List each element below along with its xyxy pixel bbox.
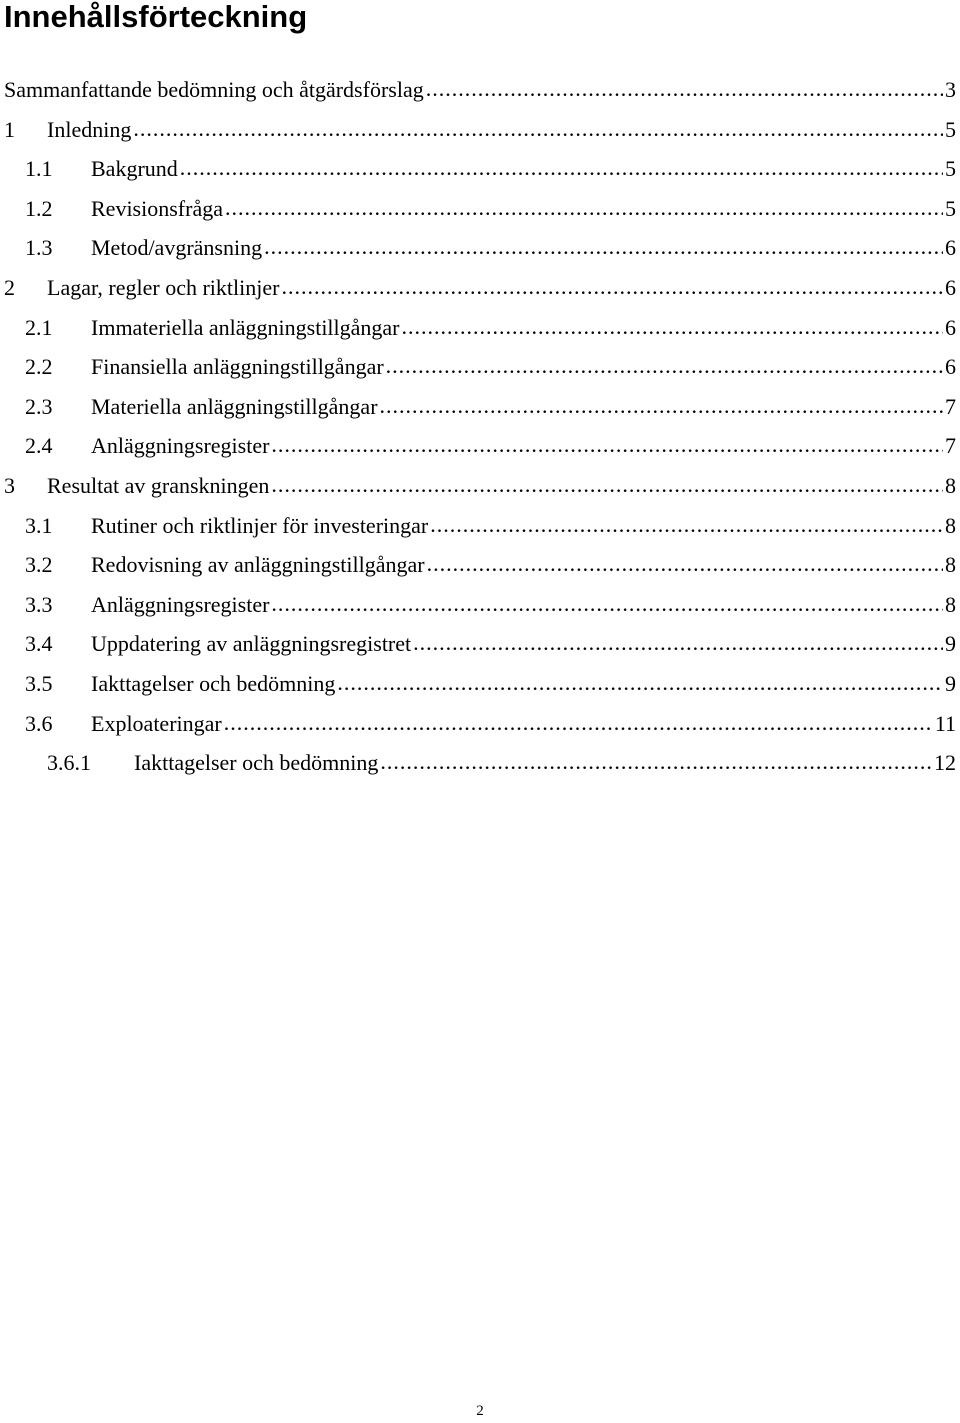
toc-entry-page: 9: [945, 670, 956, 696]
page-title: Innehållsförteckning: [4, 0, 308, 34]
toc-entry-label: Materiella anläggningstillgångar: [91, 393, 378, 419]
toc-entry-number: 2.2: [25, 354, 53, 380]
toc-dot-leader: [426, 69, 943, 109]
toc-entry-number: 3.6: [25, 710, 53, 736]
toc-entry-page: 8: [945, 591, 956, 617]
toc-entry[interactable]: [0, 228, 960, 268]
toc-dot-leader: [271, 465, 943, 505]
toc-entry-label: Exploateringar: [91, 710, 222, 736]
toc-dot-leader: [380, 742, 932, 782]
toc-entry-number: 3.5: [25, 670, 53, 696]
toc-entry[interactable]: [0, 704, 960, 744]
toc-dot-leader: [271, 584, 943, 624]
toc-entry-number: 3: [4, 472, 15, 498]
toc-entry[interactable]: [0, 585, 960, 625]
toc-entry-label: Lagar, regler och riktlinjer: [47, 274, 280, 300]
toc-entry-label: Metod/avgränsning: [91, 235, 263, 261]
page-number: 2: [476, 1403, 484, 1419]
toc-dot-leader: [430, 505, 943, 545]
toc-entry[interactable]: [0, 268, 960, 308]
toc-entry-number: 3.1: [25, 512, 53, 538]
toc-entry-page: 6: [945, 235, 956, 261]
toc-entry-label: Iakttagelser och bedömning: [91, 670, 336, 696]
toc-entry-page: 6: [945, 314, 956, 340]
toc-entry-number: 2.4: [25, 433, 53, 459]
toc-entry[interactable]: [0, 347, 960, 387]
toc-entry[interactable]: [0, 664, 960, 704]
toc-entry-page: 12: [934, 750, 956, 776]
toc-entry-page: 6: [945, 274, 956, 300]
toc-entry[interactable]: [0, 466, 960, 506]
toc-entry[interactable]: [0, 70, 960, 110]
toc-entry[interactable]: [0, 387, 960, 427]
toc-dot-leader: [133, 109, 943, 149]
toc-entry-label: Immateriella anläggningstillgångar: [91, 314, 400, 340]
toc-entry-number: 3.6.1: [47, 750, 91, 776]
toc-entry-page: 9: [945, 631, 956, 657]
toc-entry-page: 5: [945, 116, 956, 142]
toc-entry-label: Bakgrund: [91, 156, 178, 182]
toc-dot-leader: [224, 703, 933, 743]
toc-entry-page: 5: [945, 195, 956, 221]
toc-entry-label: Rutiner och riktlinjer för investeringar: [91, 512, 429, 538]
toc-entry-page: 8: [945, 512, 956, 538]
toc-entry-label: Finansiella anläggningstillgångar: [91, 354, 384, 380]
toc-entry-number: 3.2: [25, 552, 53, 578]
toc-entry-number: 1: [4, 116, 15, 142]
toc-entry[interactable]: [0, 743, 960, 783]
toc-entry-number: 1.2: [25, 195, 53, 221]
toc-dot-leader: [225, 188, 943, 228]
toc-entry-label: Uppdatering av anläggningsregistret: [91, 631, 412, 657]
toc-entry-label: Revisionsfråga: [91, 195, 223, 221]
toc-entry-label: Sammanfattande bedömning och åtgärdsförslag: [4, 77, 424, 102]
toc-entry[interactable]: [0, 110, 960, 150]
toc-dot-leader: [180, 148, 943, 188]
toc-entry-number: 2.3: [25, 393, 53, 419]
toc-entry-page: 6: [945, 354, 956, 380]
toc-entry-label: Iakttagelser och bedömning: [134, 750, 379, 776]
toc-entry-label: Resultat av granskningen: [47, 472, 270, 498]
toc-entry[interactable]: [0, 189, 960, 229]
toc-dot-leader: [380, 386, 943, 426]
toc-dot-leader: [271, 425, 943, 465]
toc-dot-leader: [402, 307, 943, 347]
toc-entry[interactable]: [0, 506, 960, 546]
table-of-contents: [0, 70, 960, 783]
toc-entry-label: Inledning: [47, 116, 132, 142]
toc-entry[interactable]: [0, 308, 960, 348]
toc-entry-page: 5: [945, 156, 956, 182]
toc-entry-label: Anläggningsregister: [91, 591, 270, 617]
toc-entry-number: 1.3: [25, 235, 53, 261]
toc-entry[interactable]: [0, 149, 960, 189]
toc-entry-page: 7: [945, 433, 956, 459]
toc-entry-label: Redovisning av anläggningstillgångar: [91, 552, 425, 578]
toc-entry[interactable]: [0, 426, 960, 466]
toc-dot-leader: [413, 623, 943, 663]
toc-entry-page: 3: [945, 77, 956, 102]
toc-dot-leader: [337, 663, 943, 703]
toc-entry[interactable]: [0, 624, 960, 664]
toc-entry-label: Anläggningsregister: [91, 433, 270, 459]
toc-entry[interactable]: [0, 545, 960, 585]
toc-entry-page: 8: [945, 552, 956, 578]
toc-dot-leader: [264, 227, 943, 267]
toc-entry-number: 2: [4, 274, 15, 300]
toc-entry-page: 11: [934, 710, 956, 736]
toc-entry-page: 7: [945, 393, 956, 419]
toc-entry-number: 1.1: [25, 156, 53, 182]
toc-dot-leader: [386, 346, 943, 386]
toc-dot-leader: [427, 544, 943, 584]
toc-entry-number: 3.4: [25, 631, 53, 657]
toc-dot-leader: [281, 267, 943, 307]
toc-entry-number: 2.1: [25, 314, 53, 340]
toc-entry-page: 8: [945, 472, 956, 498]
toc-entry-number: 3.3: [25, 591, 53, 617]
